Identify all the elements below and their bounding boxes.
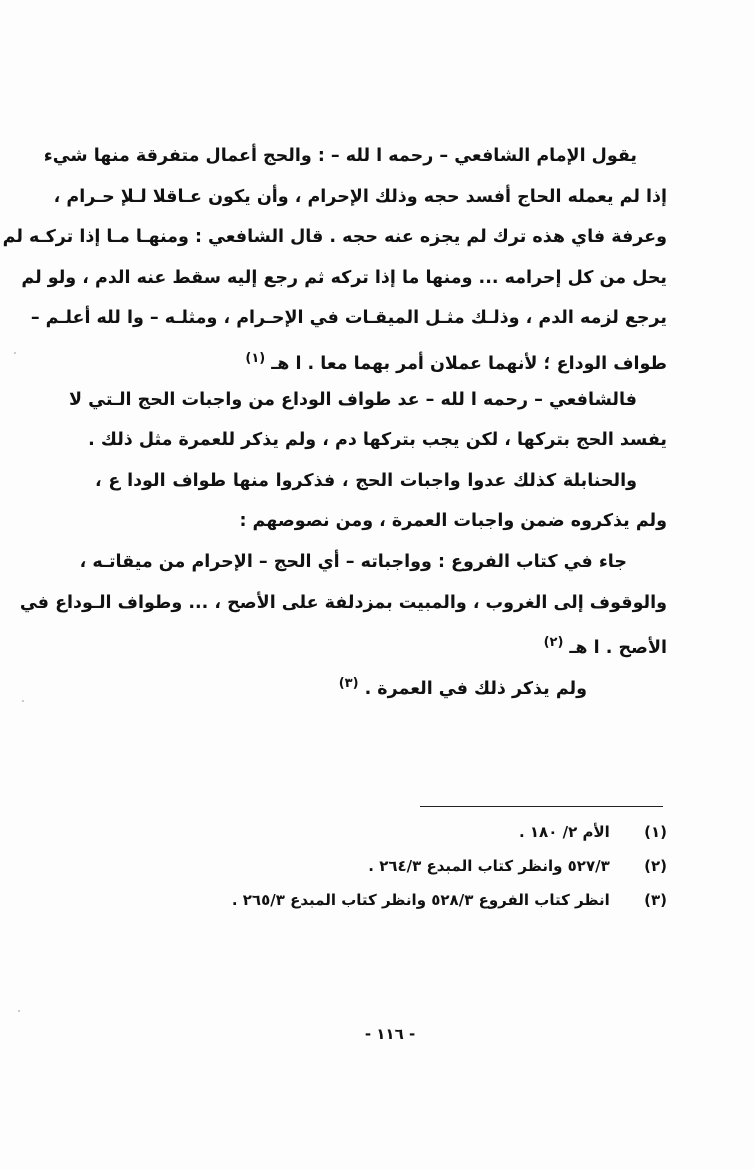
footnote-text: الأم ٢/ ١٨٠ . xyxy=(518,823,610,841)
scan-speck xyxy=(18,1010,20,1012)
text-line: يرجع لزمه الدم ، وذلـك مثـل الميقـات في الإحـرام ، ومثلـه – وا لله أعلـم – xyxy=(30,308,667,329)
footnote-item xyxy=(200,849,667,883)
scan-speck xyxy=(22,700,24,702)
text-line: يفسد الحج بتركها ، لكن يجب بتركها دم ، ولم يذكر للعمرة مثل ذلك . xyxy=(88,430,667,451)
page-number: - ١١٦ - xyxy=(364,1025,416,1043)
footnote-text: ٥٢٧/٣ وانظر كتاب المبدع ٢٦٤/٣ . xyxy=(368,857,610,875)
text-line: إذا لم يعمله الحاج أفسد حجه وذلك الإحرام ، وأن يكون عـاقلا لـلإ حـرام ، xyxy=(53,186,667,207)
text-line: ولم يذكروه ضمن واجبات العمرة ، ومن نصوصهم : xyxy=(239,511,667,532)
text-line-with-ref xyxy=(95,664,667,705)
text-line: وعرفة فاي هذه ترك لم يجزه عنه حجه . قال الشافعي : ومنهـا مـا إذا تركـه لم xyxy=(2,227,667,248)
text-line: ولم يذكر ذلك في العمرة . xyxy=(364,678,587,699)
text-line-with-ref xyxy=(95,339,667,380)
text-line: يقول الإمام الشافعي – رحمه ا لله – : والحج أعمال متفرقة منها شيء xyxy=(43,146,637,166)
text-line: والحنابلة كذلك عدوا واجبات الحج ، فذكروا منها طواف الودا ع ، xyxy=(95,470,637,491)
text-line: فالشافعي – رحمه ا لله – عد طواف الوداع من واجبات الحج الـتي لا xyxy=(69,389,637,410)
text-line: طواف الوداع ؛ لأنهما عملان أمر بهما معا . ا هـ xyxy=(271,353,667,374)
footnote-ref-1: (١) xyxy=(245,350,266,366)
footnotes xyxy=(200,815,667,917)
footnote-text: انظر كتاب الفروع ٥٢٨/٣ وانظر كتاب المبدع ٢٦٥/٣ . xyxy=(231,891,610,909)
main-text-block xyxy=(2,136,667,704)
text-line: يحل من كل إحرامه ... ومنها ما إذا تركه ثم رجع إليه سقط عنه الدم ، ولو لم xyxy=(21,267,667,288)
footnote-item xyxy=(200,815,667,849)
footnote-ref-3: (٣) xyxy=(338,675,359,691)
text-line: جاء في كتاب الفروع : وواجباته – أي الحج – الإحرام من ميقاتـه ، xyxy=(79,551,627,572)
footnote-separator xyxy=(420,806,663,807)
text-line-with-ref xyxy=(95,623,667,664)
text-line: والوقوف إلى الغروب ، والمبيت بمزدلفة على الأصح ، ... وطواف الـوداع في xyxy=(19,592,667,613)
footnote-number: (٢) xyxy=(644,857,667,875)
text-line: الأصح . ا هـ xyxy=(569,638,667,659)
footnote-item xyxy=(200,883,667,917)
footnote-ref-2: (٢) xyxy=(543,635,564,651)
footnote-number: (١) xyxy=(644,823,667,841)
footnote-number: (٣) xyxy=(644,891,667,909)
scan-speck xyxy=(14,352,16,354)
